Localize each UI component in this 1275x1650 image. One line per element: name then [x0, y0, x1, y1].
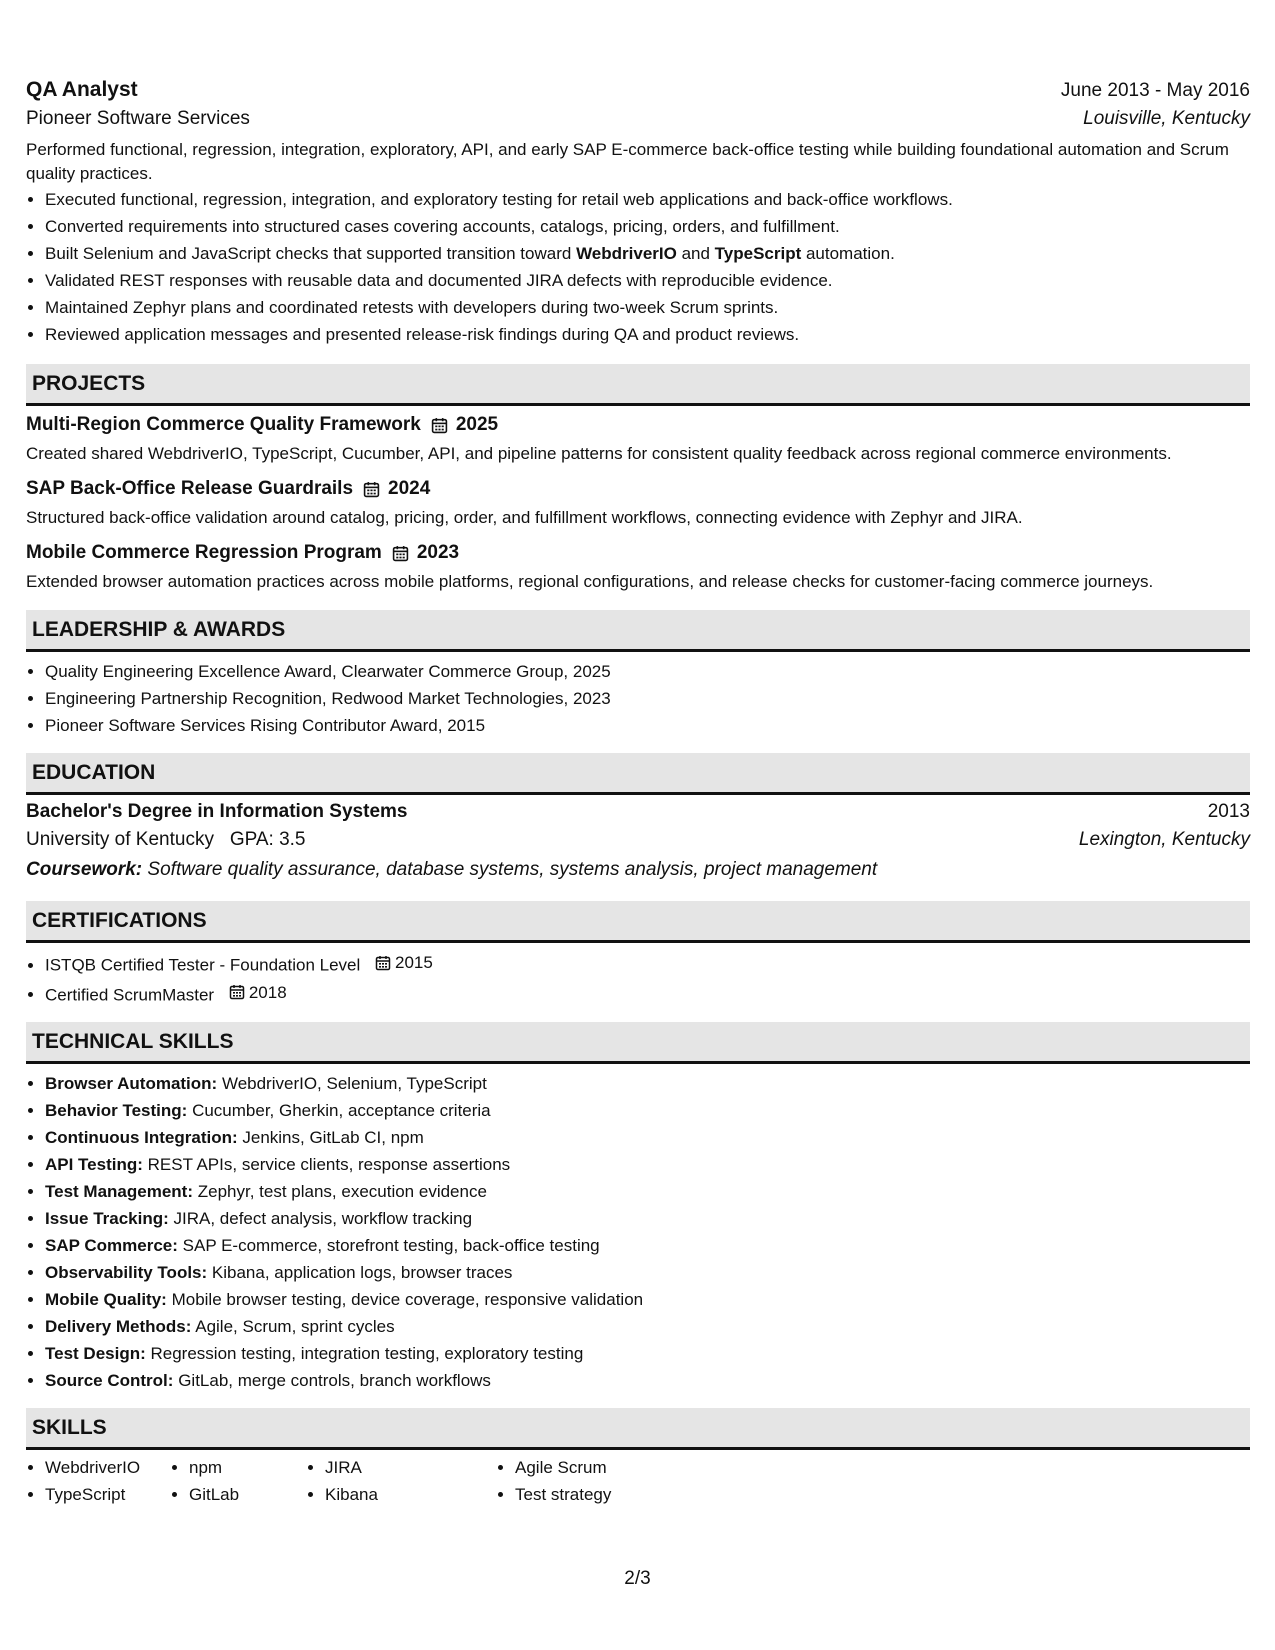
- list-item: • Pioneer Software Services Rising Contributor Award, 2015: [45, 712, 1250, 739]
- list-item: • Validated REST responses with reusable data and documented JIRA defects with reproducible evidence.: [45, 267, 1250, 294]
- skill-value: Zephyr, test plans, execution evidence: [197, 1182, 487, 1201]
- coursework-label: Coursework:: [26, 859, 143, 880]
- section-header-technical-skills: TECHNICAL SKILLS: [26, 1022, 1250, 1064]
- list-item: [45, 1178, 1250, 1205]
- skill-label: Behavior Testing:: [45, 1101, 188, 1120]
- project-date: [392, 542, 459, 564]
- education-header: [26, 801, 1250, 823]
- bullet-text: and: [676, 244, 715, 263]
- list-item: • Converted requirements into structured cases covering accounts, catalogs, pricing, orders, and fulfillment.: [45, 213, 1250, 240]
- list-item: • Engineering Partnership Recognition, Redwood Market Technologies, 2023: [45, 685, 1250, 712]
- skill-value: Kibana, application logs, browser traces: [211, 1263, 513, 1282]
- bullet-text: Built Selenium and JavaScript checks that supported transition toward: [45, 244, 577, 263]
- list-item: [45, 1259, 1250, 1286]
- skills-grid: [26, 1454, 1250, 1508]
- awards-list: [26, 658, 1250, 739]
- section-header-projects: PROJECTS: [26, 364, 1250, 406]
- list-item: • Executed functional, regression, integration, and exploratory testing for retail web applications and back-office workflows.: [45, 186, 1250, 213]
- skill-label: Issue Tracking:: [45, 1209, 169, 1228]
- list-item: [45, 1340, 1250, 1367]
- project-item: [26, 414, 1250, 466]
- list-item: [45, 1151, 1250, 1178]
- skill-value: Regression testing, integration testing, exploratory testing: [150, 1344, 584, 1363]
- calendar-icon: [392, 545, 409, 562]
- certification-year: 2015: [395, 953, 433, 972]
- project-title: Mobile Commerce Regression Program: [26, 542, 382, 563]
- page-number: 2/3: [624, 1568, 651, 1589]
- job-summary: Performed functional, regression, integration, exploratory, API, and early SAP E-commerce back-office testing while building foundational automation and Scrum quality practices.: [26, 140, 1229, 183]
- project-date: [431, 414, 498, 436]
- skill-label: Source Control:: [45, 1371, 174, 1390]
- skill-label: Delivery Methods:: [45, 1317, 192, 1336]
- list-item: • WebdriverIO: [45, 1454, 170, 1481]
- skill-value: JIRA, defect analysis, workflow tracking: [173, 1209, 473, 1228]
- list-item: • GitLab: [189, 1481, 306, 1508]
- project-title: SAP Back-Office Release Guardrails: [26, 478, 354, 499]
- school-location: Lexington, Kentucky: [1078, 829, 1250, 850]
- skills-column: [170, 1454, 306, 1508]
- job-header: [26, 78, 1250, 102]
- project-title-row: [26, 542, 1250, 564]
- company-name: Pioneer Software Services: [26, 108, 250, 129]
- skill-label: Browser Automation:: [45, 1074, 218, 1093]
- list-item: [45, 1205, 1250, 1232]
- list-item: [45, 240, 1250, 267]
- gpa: GPA: 3.5: [229, 829, 306, 850]
- project-item: [26, 542, 1250, 594]
- certifications-list: [26, 949, 1250, 1008]
- skill-value: REST APIs, service clients, response assertions: [147, 1155, 511, 1174]
- skill-label: Test Management:: [45, 1182, 193, 1201]
- skill-value: GitLab, merge controls, branch workflows: [178, 1371, 491, 1390]
- list-item: [45, 1313, 1250, 1340]
- calendar-icon: [363, 481, 380, 498]
- bullet-bold: TypeScript: [714, 244, 802, 263]
- school-info: [26, 829, 306, 851]
- calendar-icon: [229, 984, 245, 1000]
- bullet-text: automation.: [801, 244, 895, 263]
- bullet-bold: WebdriverIO: [576, 244, 677, 263]
- project-item: [26, 478, 1250, 530]
- project-year: 2025: [455, 414, 499, 435]
- resume-page: [26, 78, 1250, 1508]
- list-item: • Test strategy: [515, 1481, 611, 1508]
- skill-value: Cucumber, Gherkin, acceptance criteria: [192, 1101, 491, 1120]
- list-item: • TypeScript: [45, 1481, 170, 1508]
- section-header-education: EDUCATION: [26, 753, 1250, 795]
- certification-name: ISTQB Certified Tester - Foundation Level: [45, 955, 361, 975]
- section-header-awards: LEADERSHIP & AWARDS: [26, 610, 1250, 652]
- skill-label: Mobile Quality:: [45, 1290, 167, 1309]
- coursework-text: Software quality assurance, database systems, systems analysis, project management: [147, 859, 878, 880]
- skill-value: WebdriverIO, Selenium, TypeScript: [221, 1074, 487, 1093]
- skill-value: Jenkins, GitLab CI, npm: [242, 1128, 424, 1147]
- list-item: • Maintained Zephyr plans and coordinated retests with developers during two-week Scrum sprints.: [45, 294, 1250, 321]
- list-item: [45, 1070, 1250, 1097]
- list-item: • Reviewed application messages and presented release-risk findings during QA and product reviews.: [45, 321, 1250, 348]
- list-item: [45, 979, 1250, 1009]
- list-item: [45, 1124, 1250, 1151]
- calendar-icon: [375, 955, 391, 971]
- certification-year: 2018: [248, 982, 287, 1002]
- project-date: [363, 478, 430, 500]
- list-item: • Agile Scrum: [515, 1454, 611, 1481]
- job-bullets: [26, 186, 1250, 348]
- job-location: Louisville, Kentucky: [1083, 108, 1250, 129]
- school-name: University of Kentucky: [26, 829, 214, 850]
- skill-label: SAP Commerce:: [45, 1236, 178, 1255]
- skill-label: Observability Tools:: [45, 1263, 208, 1282]
- skill-label: Continuous Integration:: [45, 1128, 238, 1147]
- education-subheader: [26, 829, 1250, 851]
- degree-title: Bachelor's Degree in Information Systems: [26, 801, 408, 822]
- project-description: Extended browser automation practices across mobile platforms, regional configurations, and release checks for customer-facing commerce journeys.: [26, 572, 1154, 591]
- list-item: [45, 1286, 1250, 1313]
- list-item: [45, 1367, 1250, 1394]
- job-subheader: [26, 102, 1250, 130]
- list-item: [45, 1097, 1250, 1124]
- certification-date: [229, 979, 287, 1006]
- list-item: • npm: [189, 1454, 306, 1481]
- project-year: 2023: [416, 542, 460, 563]
- project-description: Structured back-office validation around catalog, pricing, order, and fulfillment workflows, connecting evidence with Zephyr and JIRA.: [26, 508, 1023, 527]
- coursework: [26, 859, 1250, 881]
- skill-value: Agile, Scrum, sprint cycles: [195, 1317, 395, 1336]
- list-item: • Kibana: [325, 1481, 496, 1508]
- technical-skills-list: [26, 1070, 1250, 1394]
- job-title: QA Analyst: [26, 78, 138, 101]
- job-dates: June 2013 - May 2016: [1060, 80, 1250, 101]
- skill-label: Test Design:: [45, 1344, 146, 1363]
- project-title-row: [26, 414, 1250, 436]
- list-item: [45, 1232, 1250, 1259]
- list-item: • JIRA: [325, 1454, 496, 1481]
- certification-name: Certified ScrumMaster: [45, 985, 215, 1004]
- project-description: Created shared WebdriverIO, TypeScript, Cucumber, API, and pipeline patterns for consistent quality feedback across regional commerce environments.: [26, 444, 1172, 463]
- skills-column: [306, 1454, 496, 1508]
- skill-label: API Testing:: [45, 1155, 143, 1174]
- section-header-skills: SKILLS: [26, 1408, 1250, 1450]
- skills-column: [496, 1454, 611, 1508]
- skills-column: [26, 1454, 170, 1508]
- project-year: 2024: [388, 478, 431, 499]
- certification-date: [375, 949, 433, 976]
- project-title: Multi-Region Commerce Quality Framework: [26, 414, 421, 435]
- calendar-icon: [431, 417, 448, 434]
- skill-value: Mobile browser testing, device coverage, responsive validation: [171, 1290, 644, 1309]
- section-header-certifications: CERTIFICATIONS: [26, 901, 1250, 943]
- project-title-row: [26, 478, 1250, 500]
- list-item: [45, 949, 1250, 979]
- graduation-year: 2013: [1207, 801, 1250, 822]
- skill-value: SAP E-commerce, storefront testing, back-office testing: [182, 1236, 600, 1255]
- list-item: • Quality Engineering Excellence Award, Clearwater Commerce Group, 2025: [45, 658, 1250, 685]
